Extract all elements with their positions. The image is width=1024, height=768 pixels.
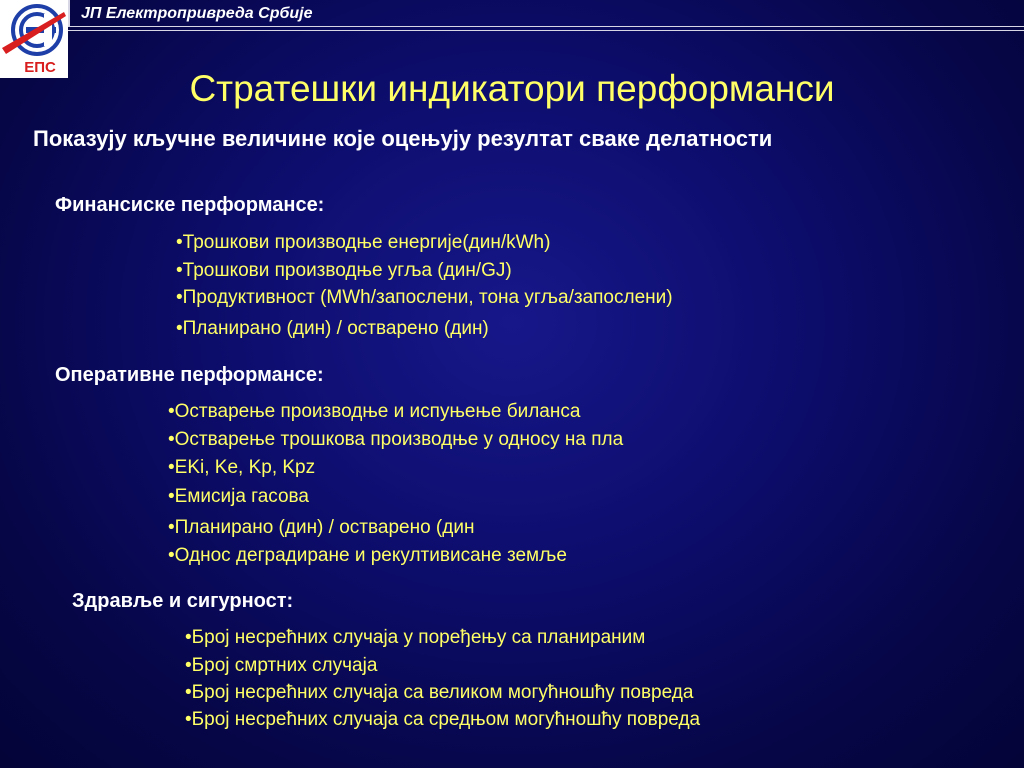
eps-logo [0,0,68,78]
operational-item: •Емисија гасова [168,486,309,507]
financial-item: •Трошкови производње угља (дин/GJ) [176,260,512,281]
financial-item: •Трошкови производње енергије(дин/kWh) [176,232,551,253]
operational-item: •Остварење трошкова производње у односу на пла [168,429,624,450]
safety-item: •Број смртних случаја [185,655,378,676]
financial-heading: Финансиске перформансе: [55,194,325,216]
operational-item: •EKi, Ke, Kp, Kpz [168,457,316,478]
slide-title: Стратешки индикатори перформанси [189,68,835,109]
financial-item: •Продуктивност (MWh/запослени, тона угља/запослени) [176,287,673,308]
operational-item: •Планирано (дин) / остварено (дин [168,517,475,538]
logo-text: ЕПС [24,59,56,76]
safety-item: •Број несрећних случаја у поређењу са планираним [185,627,646,648]
safety-item: •Број несрећних случаја са великом могућношћу повреда [185,682,694,703]
operational-item: •Остварење производње и испуњење биланса [168,401,581,422]
operational-heading: Оперативне перформансе: [55,364,324,386]
safety-heading: Здравље и сигурност: [72,590,294,612]
organization-name: ЈП Електропривреда Србије [81,5,313,22]
financial-item: •Планирано (дин) / остварено (дин) [176,318,489,339]
slide-subtitle: Показују кључне величине које оцењују резултат сваке делатности [33,126,773,151]
eps-logo-icon [0,0,68,78]
operational-item: •Однос деградиране и рекултивисане земље [168,545,567,566]
safety-item: •Број несрећних случаја са средњом могућношћу повреда [185,709,701,730]
